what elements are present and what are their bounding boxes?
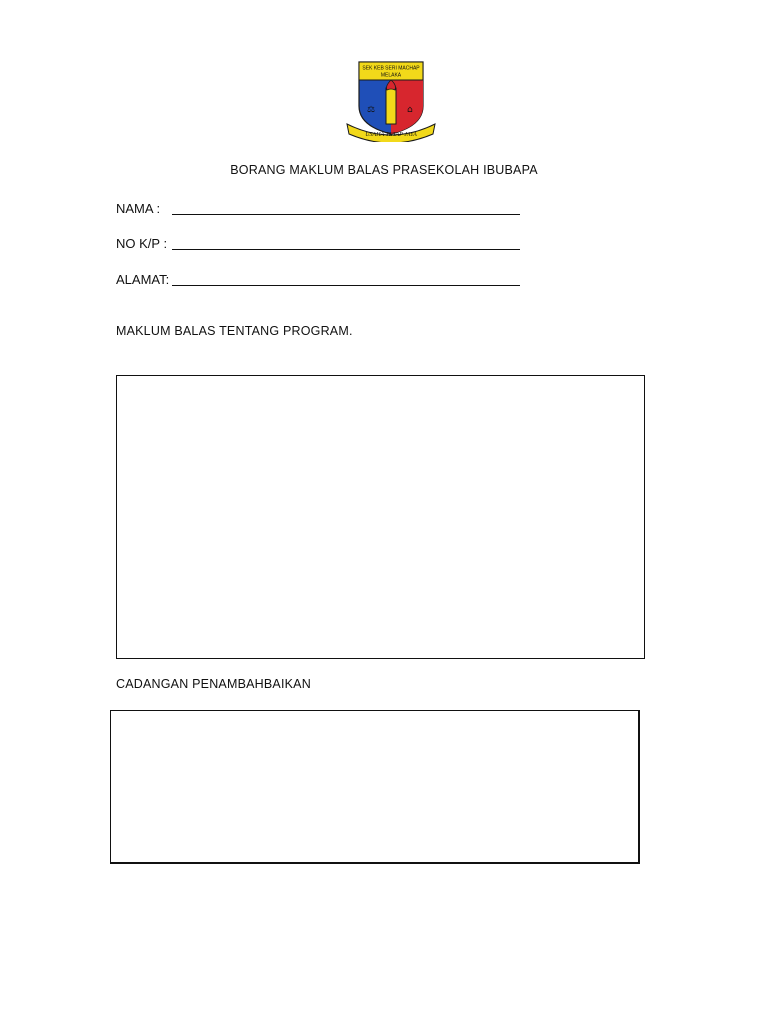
field-nokp-label: NO K/P :	[116, 236, 168, 251]
feedback-section-label: MAKLUM BALAS TENTANG PROGRAM.	[116, 324, 353, 338]
field-nokp-line[interactable]	[172, 237, 520, 250]
field-nama-line[interactable]	[172, 202, 520, 215]
school-crest-logo	[341, 60, 441, 142]
feedback-textarea[interactable]	[117, 376, 644, 658]
field-nokp	[116, 235, 520, 251]
field-nama	[116, 200, 520, 216]
field-alamat-label: ALAMAT:	[116, 272, 170, 287]
form-title: BORANG MAKLUM BALAS PRASEKOLAH IBUBAPA	[230, 163, 538, 177]
feedback-box[interactable]	[116, 375, 645, 659]
torch-icon	[386, 88, 396, 124]
field-alamat-line[interactable]	[172, 273, 520, 286]
field-nama-label: NAMA :	[116, 201, 161, 216]
suggestion-textarea[interactable]	[111, 711, 638, 862]
crest-banner-text-1: SEK KEB SERI MACHAP	[362, 65, 420, 72]
suggestion-box[interactable]	[110, 710, 640, 864]
crest-motto: USAHA TETAP JAYA	[365, 132, 417, 138]
scales-icon: ⚖	[367, 105, 376, 115]
book-icon: ⌂	[407, 105, 413, 115]
crest-banner-text-2: MELAKA	[380, 72, 402, 79]
field-alamat	[116, 271, 520, 287]
suggestion-section-label: CADANGAN PENAMBAHBAIKAN	[116, 677, 311, 691]
